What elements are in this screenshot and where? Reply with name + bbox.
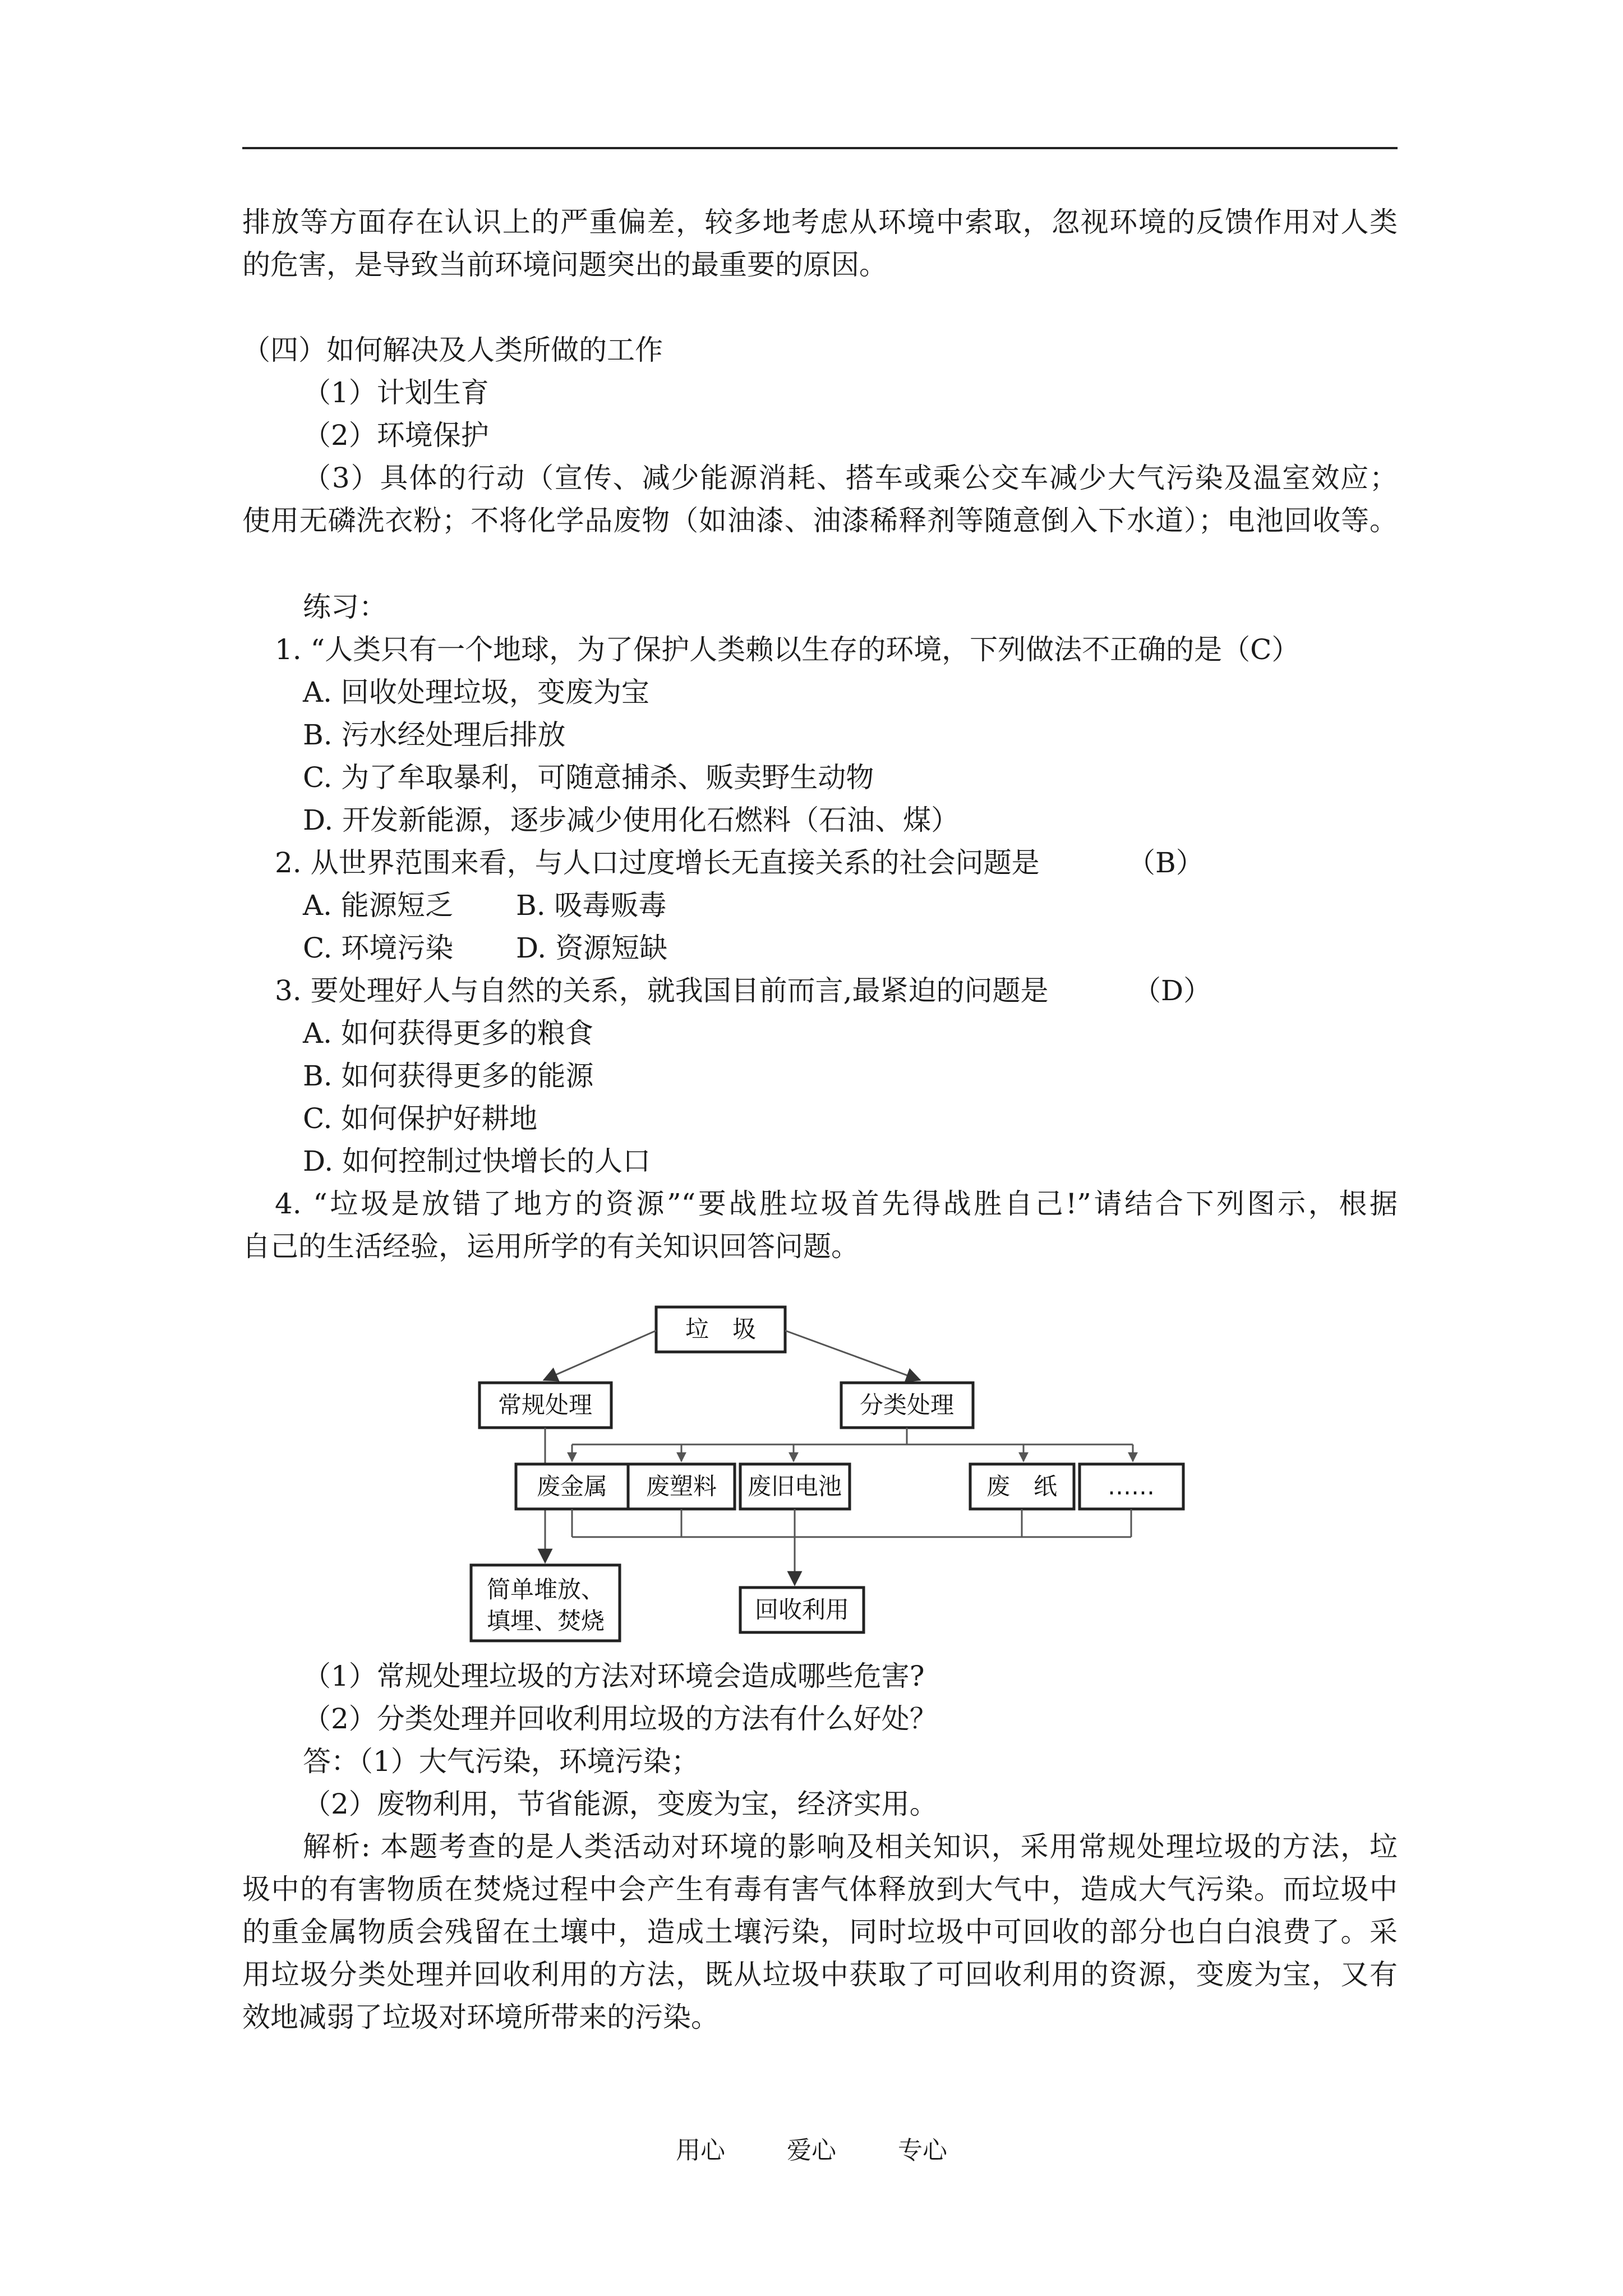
q2-answer: （B） [1127, 846, 1204, 879]
q1-option-a: A. 回收处理垃圾，变废为宝 [303, 676, 649, 708]
q3-option-c: C. 如何保护好耕地 [303, 1102, 538, 1135]
q1-option-c: C. 为了牟取暴利，可随意捕杀、贩卖野生动物 [303, 761, 874, 794]
q4-analysis-line2: 圾中的有害物质在焚烧过程中会产生有毒有害气体释放到大气中，造成大气污染。而垃圾中 [242, 1873, 1398, 1906]
q4-answer1: 答：（1）大气污染，环境污染； [303, 1745, 699, 1778]
q2-option-d: D. 资源短缺 [516, 932, 668, 964]
diagram-item-label-5: …… [1108, 1473, 1155, 1500]
q4-stem-line1: 4. “垃圾是放错了地方的资源”“要战胜垃圾首先得战胜自己!”请结合下列图示，根据 [275, 1188, 1398, 1220]
footer-word-3: 专心 [898, 2136, 947, 2165]
q3-option-a: A. 如何获得更多的粮食 [303, 1017, 593, 1050]
para-top-line2: 的危害，是导致当前环境问题突出的最重要的原因。 [242, 249, 887, 281]
q4-analysis-line5: 效地减弱了垃圾对环境所带来的污染。 [242, 2001, 719, 2033]
q2-stem: 2. 从世界范围来看，与人口过度增长无直接关系的社会问题是 [275, 846, 1040, 879]
q3-answer: （D） [1133, 974, 1212, 1007]
header-rule [242, 147, 1398, 149]
footer-word-2: 爱心 [787, 2136, 836, 2165]
section4-heading: （四）如何解决及人类所做的工作 [242, 334, 663, 366]
diagram-root-label: 垃 圾 [685, 1315, 757, 1343]
section4-item3-line1: （3）具体的行动（宣传、减少能源消耗、搭车或乘公交车减少大气污染及温室效应； [303, 462, 1398, 494]
arrow-root-to-right [785, 1331, 920, 1380]
diagram-left-result-line2: 填埋、焚烧 [487, 1607, 605, 1635]
diagram-item-label-3: 废旧电池 [747, 1473, 842, 1500]
diagram-recycle-label: 回收利用 [754, 1596, 850, 1623]
q4-stem-line2: 自己的生活经验，运用所学的有关知识回答问题。 [242, 1230, 859, 1263]
q1-option-d: D. 开发新能源，逐步减少使用化石燃料（石油、煤） [303, 804, 960, 836]
diagram-item-label-1: 废金属 [536, 1473, 608, 1500]
diagram-left-label: 常规处理 [497, 1391, 593, 1419]
arrow-root-to-left [544, 1331, 656, 1380]
q1-option-b: B. 污水经处理后排放 [303, 719, 566, 751]
para-top-line1: 排放等方面存在认识上的严重偏差，较多地考虑从环境中索取，忽视环境的反馈作用对人类 [242, 206, 1398, 238]
q1-stem: 1. “人类只有一个地球，为了保护人类赖以生存的环境，下列做法不正确的是（C） [275, 633, 1300, 666]
q2-option-a: A. 能源短乏 [303, 889, 453, 922]
footer-word-1: 用心 [676, 2136, 725, 2165]
q4-sub2: （2）分类处理并回收利用垃圾的方法有什么好处？ [303, 1703, 938, 1735]
q4-analysis-line3: 的重金属物质会残留在土壤中，造成土壤污染，同时垃圾中可回收的部分也白白浪费了。采 [242, 1916, 1398, 1948]
q4-sub1: （1）常规处理垃圾的方法对环境会造成哪些危害? [303, 1660, 925, 1692]
diagram-right-label: 分类处理 [859, 1391, 955, 1419]
q3-option-d: D. 如何控制过快增长的人口 [303, 1145, 651, 1177]
page-footer [0, 2135, 1623, 2166]
q4-answer2: （2）废物利用，节省能源，变废为宝，经济实用。 [303, 1788, 938, 1820]
section4-item2: （2）环境保护 [303, 419, 489, 452]
exercise-label: 练习： [303, 591, 387, 623]
q2-option-c: C. 环境污染 [303, 932, 454, 964]
q3-option-b: B. 如何获得更多的能源 [303, 1060, 594, 1092]
diagram-item-label-2: 废塑料 [645, 1473, 717, 1500]
q4-analysis-line1: 解析: 本题考查的是人类活动对环境的影响及相关知识，采用常规处理垃圾的方法，垃 [303, 1830, 1398, 1863]
section4-item1: （1）计划生育 [303, 376, 489, 409]
diagram-left-result-line1: 简单堆放、 [487, 1576, 605, 1603]
q3-stem: 3. 要处理好人与自然的关系，就我国目前而言,最紧迫的问题是 [275, 974, 1049, 1007]
diagram-item-label-4: 废 纸 [986, 1473, 1058, 1500]
garbage-flow-diagram [460, 1290, 1189, 1649]
section4-item3-line2: 使用无磷洗衣粉；不将化学品废物（如油漆、油漆稀释剂等随意倒入下水道）；电池回收等。 [242, 504, 1398, 537]
q2-option-b: B. 吸毒贩毒 [516, 889, 667, 922]
q4-analysis-line4: 用垃圾分类处理并回收利用的方法，既从垃圾中获取了可回收利用的资源，变废为宝，又有 [242, 1958, 1398, 1991]
